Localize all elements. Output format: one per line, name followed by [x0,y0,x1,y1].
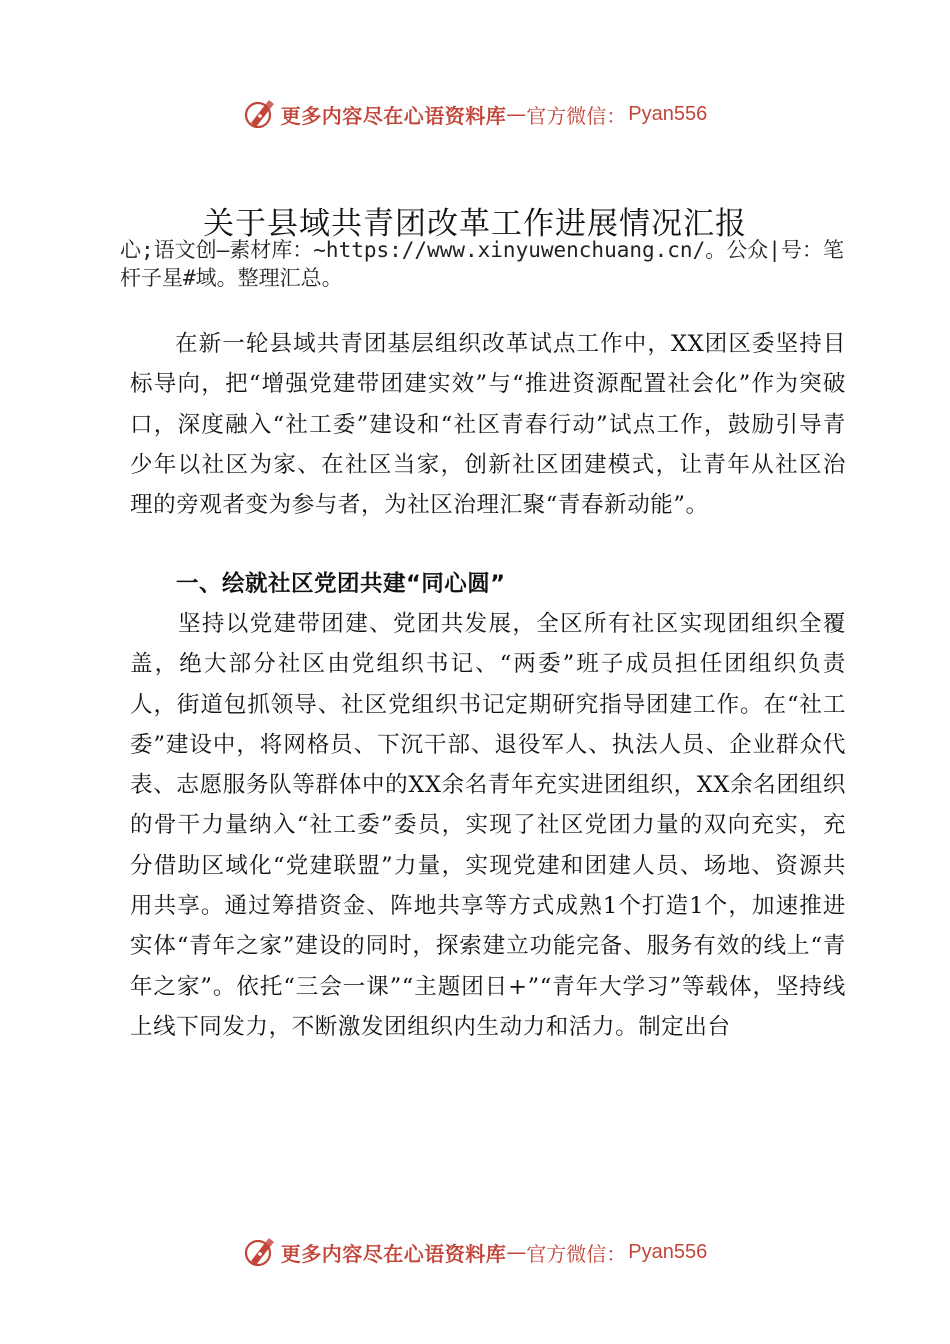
document-title: 关于县域共青团改革工作进展情况汇报 [203,206,747,242]
paragraph-section-1: 坚持以党建带团建、党团共发展，全区所有社区实现团组织全覆盖，绝大部分社区由党组织书记、“两委”班子成员担任团组织负责人，街道包抓领导、社区党组织书记定期研究指导团建工作。在“社工委”建设中，将网格员、下沉干部、退役军人、执法人员、企业群众代表、志愿服务队等群体中的XX余名青年充实进团组织，XX余名团组织的骨干力量纳入“社工委”委员，实现了社区党团力量的双向充实，充分借助区域化“党建联盟”力量，实现党建和团建人员、场地、资源共用共享。通过筹措资金、阵地共享等方式成熟1个打造1个，加速推进实体“青年之家”建设的同时，探索建立功能完备、服务有效的线上“青年之家”。依托“三会一课”“主题团日+”“青年大学习”等载体，坚持线上线下同发力，不断激发团组织内生动力和活力。制定出台 [130,611,846,1040]
banner-main-text: 更多内容尽在心语资料库 [280,103,507,128]
section-heading-1: 一、绘就社区党团共建“同心圆” [176,571,506,597]
banner-dash: — [506,1240,527,1264]
pen-nib-logo-icon [243,1235,277,1269]
pen-nib-logo-icon [243,97,277,131]
banner-wechat-label: 官方微信： [526,1241,627,1266]
paragraph-intro: 在新一轮县域共青团基层组织改革试点工作中，XX团区委坚持目标导向，把“增强党建带团建实效”与“推进资源配置社会化”作为突破口，深度融入“社工委”建设和“社区青春行动”试点工作，鼓励引导青少年以社区为家、在社区当家，创新社区团建模式，让青年从社区治理的旁观者变为参与者，为社区治理汇聚“青春新动能”。 [130,331,846,519]
banner-wechat-label: 官方微信： [526,103,627,128]
source-note: 心;语文创—素材库：~https://www.xinyuwenchuang.cn/。公众|号：笔杆子星#域。整理汇总。 [120,238,844,290]
bottom-watermark-banner [0,1232,950,1272]
banner-main-text: 更多内容尽在心语资料库 [280,1241,507,1266]
top-watermark-banner [0,94,950,134]
banner-dash: — [506,102,527,126]
banner-wechat-id: Pyan556 [628,1240,708,1263]
banner-wechat-id: Pyan556 [628,102,708,125]
